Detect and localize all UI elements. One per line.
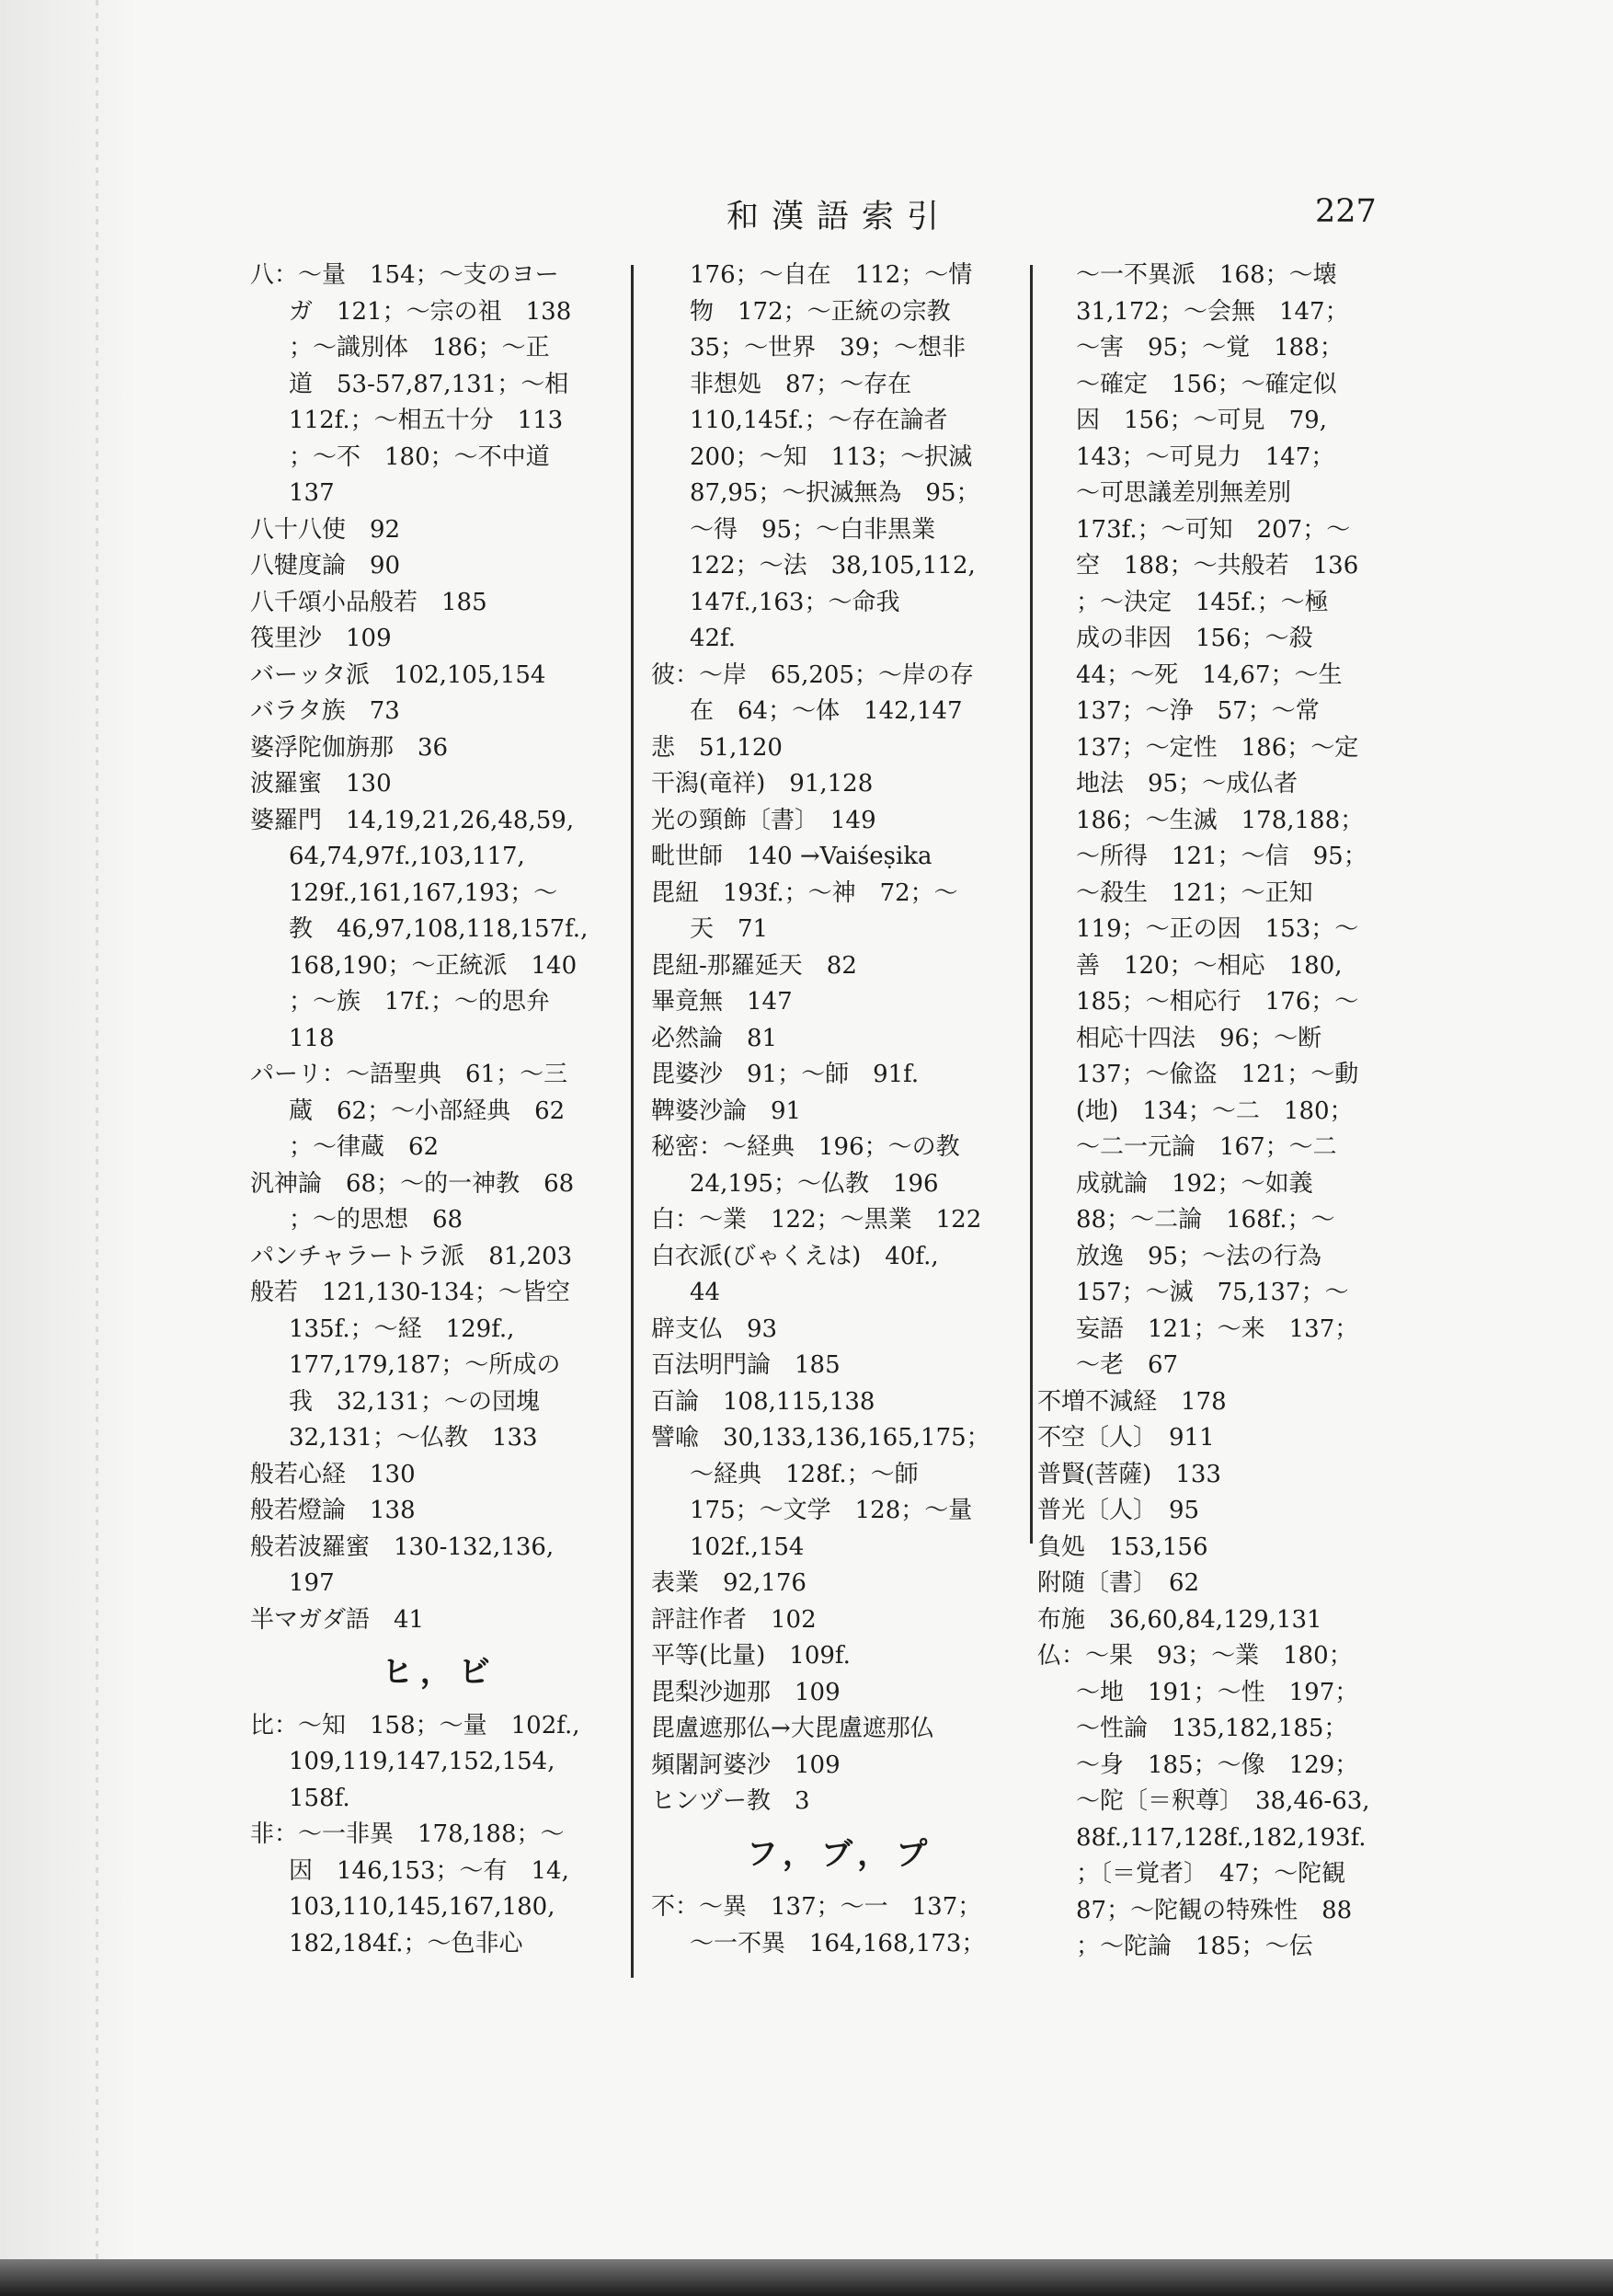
index-entry-continuation: 137；～定性 186；～定: [1076, 733, 1359, 762]
index-entry-continuation: 31,172；～会無 147；: [1076, 297, 1349, 326]
index-entry-continuation: ～一不異派 168；～壊: [1076, 261, 1337, 289]
index-column-1: [250, 258, 629, 1962]
index-entry-continuation: 173f.；～可知 207；～: [1076, 515, 1351, 544]
index-entry-continuation: 24,195；～仏教 196: [690, 1169, 939, 1198]
index-entry: 般若心経 130: [250, 1460, 416, 1488]
index-entry: 悲 51,120: [651, 733, 783, 762]
index-entry: 般若波羅蜜 130-132,136,: [250, 1533, 555, 1561]
index-entry: 婆羅門 14,19,21,26,48,59,: [250, 806, 575, 834]
index-entry: 非：～一非異 178,188；～: [250, 1820, 565, 1848]
index-entry: パーリ：～語聖典 61；～三: [250, 1061, 568, 1088]
index-entry: 八犍度論 90: [250, 552, 401, 580]
index-entry-continuation: 157；～滅 75,137；～: [1076, 1279, 1349, 1306]
index-entry-continuation: 放逸 95；～法の行為: [1076, 1242, 1322, 1270]
index-entry-continuation: 44；～死 14,67；～生: [1076, 660, 1343, 689]
index-entry-continuation: 成就論 192；～如義: [1076, 1169, 1313, 1198]
index-entry: 汎神論 68；～的一神教 68: [250, 1169, 575, 1198]
index-entry-continuation: 186；～生滅 178,188；: [1076, 806, 1365, 834]
index-entry-continuation: ～経典 128f.；～師: [690, 1460, 919, 1488]
index-entry-continuation: 103,110,145,167,180,: [289, 1893, 555, 1921]
index-entry: 婆浮陀伽旃那 36: [250, 733, 449, 762]
index-entry: バラタ族 73: [250, 697, 400, 725]
index-entry-continuation: ～可思議差別無差別: [1076, 479, 1292, 507]
index-entry-continuation: ～殺生 121；～正知: [1076, 878, 1313, 907]
index-entry: 不：～異 137；～一 137；: [651, 1893, 982, 1921]
index-entry: 白：～業 122；～黒業 122: [651, 1206, 982, 1234]
page-number: 227: [1315, 193, 1377, 230]
index-entry-continuation: ；～不 180；～不中道: [289, 442, 550, 471]
index-entry: 光の頸飾〔書〕 149: [651, 806, 876, 834]
index-entry: 鞞婆沙論 91: [651, 1096, 802, 1125]
index-entry: 必然論 81: [651, 1024, 778, 1052]
index-entry-continuation: 35；～世界 39；～想非: [690, 334, 967, 362]
index-entry: 頻闍訶婆沙 109: [651, 1751, 841, 1779]
index-entry-continuation: 87,95；～択滅無為 95；: [690, 479, 980, 507]
index-entry-continuation: ～身 185；～像 129；: [1076, 1751, 1359, 1779]
index-entry-continuation: ～二一元論 167；～二: [1076, 1133, 1337, 1161]
index-entry-continuation: ～陀〔＝釈尊〕 38,46-63,: [1076, 1787, 1370, 1815]
page-header: [0, 191, 1613, 247]
running-title: 和漢語索引: [726, 199, 953, 235]
index-entry: 干潟(竜祥) 91,128: [651, 770, 874, 798]
index-entry-continuation: ～老 67: [1076, 1351, 1179, 1379]
index-entry-continuation: ～性論 135,182,185；: [1076, 1715, 1348, 1742]
index-column-2: [651, 258, 1030, 1962]
index-entry-continuation: ～確定 156；～確定似: [1076, 370, 1337, 398]
index-entry: 筏里沙 109: [250, 625, 392, 652]
index-entry-continuation: 道 53-57,87,131；～相: [289, 370, 569, 398]
index-entry: 八十八使 92: [250, 515, 401, 544]
index-entry: 比：～知 158；～量 102f.,: [250, 1711, 580, 1739]
index-entry: 八千頌小品般若 185: [250, 588, 487, 616]
section-heading: ヒ，ビ: [382, 1654, 498, 1691]
index-entry-continuation: ；～決定 145f.；～極: [1076, 588, 1329, 616]
index-entry-continuation: 非想処 87；～存在: [690, 370, 912, 398]
index-entry-continuation: 200；～知 113；～択滅: [690, 442, 973, 471]
index-entry-continuation: ～得 95；～白非黒業: [690, 515, 936, 544]
index-entry-continuation: 87；～陀観の特殊性 88: [1076, 1896, 1353, 1924]
index-entry-continuation: 109,119,147,152,154,: [289, 1748, 555, 1775]
index-entry-continuation: 善 120；～相応 180,: [1076, 951, 1343, 980]
index-entry: 毘紐 193f.；～神 72；～: [651, 878, 958, 907]
index-entry-continuation: ；～陀論 185；～伝: [1076, 1933, 1313, 1960]
index-entry-continuation: 成の非因 156；～殺: [1076, 625, 1313, 652]
index-entry: 毘梨沙迦那 109: [651, 1678, 841, 1706]
index-entry-continuation: 42f.: [690, 625, 737, 652]
index-entry-continuation: 地法 95；～成仏者: [1076, 770, 1298, 798]
index-entry-continuation: 175；～文学 128；～量: [690, 1497, 973, 1524]
index-entry: 八：～量 154；～支のヨー: [250, 261, 559, 289]
index-entry-continuation: 妄語 121；～来 137；: [1076, 1314, 1359, 1343]
index-entry-continuation: 在 64；～体 142,147: [690, 697, 963, 725]
section-heading: フ，ブ，プ: [746, 1835, 935, 1873]
index-entry: 畢竟無 147: [651, 988, 793, 1016]
index-entry: 譬喩 30,133,136,165,175；: [651, 1424, 990, 1452]
index-entry-continuation: 119；～正の因 153；～: [1076, 915, 1359, 943]
index-entry-continuation: 176；～自在 112；～情: [690, 261, 973, 289]
index-entry: 普光〔人〕 95: [1037, 1497, 1200, 1524]
index-entry: 百法明門論 185: [651, 1351, 841, 1379]
index-entry-continuation: 教 46,97,108,118,157f.,: [289, 915, 589, 943]
index-entry-continuation: ～害 95；～覚 188；: [1076, 334, 1344, 362]
index-entry-continuation: 32,131；～仏教 133: [289, 1424, 538, 1452]
index-entry: 毗世師 140 →Vaiśeṣika: [651, 843, 932, 870]
index-entry-continuation: 168,190；～正統派 140: [289, 951, 578, 980]
index-entry: 布施 36,60,84,129,131: [1037, 1605, 1322, 1634]
index-entry-continuation: ；～的思想 68: [289, 1206, 463, 1234]
index-entry-continuation: ～所得 121；～信 95；: [1076, 843, 1367, 870]
index-column-3: [1037, 258, 1424, 1966]
index-entry-continuation: 相応十四法 96；～断: [1076, 1024, 1322, 1052]
index-entry: 半マガダ語 41: [250, 1605, 425, 1634]
index-entry-continuation: 44: [690, 1279, 721, 1306]
index-entry: 負処 153,156: [1037, 1533, 1208, 1561]
index-entry-continuation: 因 156；～可見 79,: [1076, 407, 1327, 434]
index-entry-continuation: 197: [289, 1569, 335, 1597]
index-entry-continuation: 143；～可見力 147；: [1076, 442, 1335, 471]
index-entry-continuation: (地) 134；～二 180；: [1076, 1096, 1354, 1125]
index-entry: 評註作者 102: [651, 1605, 817, 1634]
index-entry: ヒンヅー教 3: [651, 1787, 810, 1815]
index-entry-continuation: ～一不異 164,168,173；: [690, 1929, 986, 1957]
index-entry: 波羅蜜 130: [250, 770, 392, 798]
index-entry-continuation: 129f.,161,167,193；～: [289, 878, 558, 907]
index-entry: 秘密：～経典 196；～の教: [651, 1133, 960, 1161]
index-entry: 百論 108,115,138: [651, 1387, 875, 1416]
column-divider: [631, 265, 634, 1978]
index-entry-continuation: 我 32,131；～の団塊: [289, 1387, 540, 1416]
index-entry-continuation: 空 188；～共般若 136: [1076, 552, 1359, 580]
index-entry: バーッタ派 102,105,154: [250, 660, 546, 689]
index-entry: 般若燈論 138: [250, 1497, 416, 1524]
scan-bottom-edge: [0, 2259, 1613, 2296]
index-entry-continuation: 182,184f.；～色非心: [289, 1929, 523, 1957]
index-entry-continuation: 122；～法 38,105,112,: [690, 552, 976, 580]
index-entry: パンチャラートラ派 81,203: [250, 1242, 573, 1270]
index-entry: 平等(比量) 109f.: [651, 1642, 851, 1670]
index-entry-continuation: ；～族 17f.；～的思弁: [289, 988, 551, 1016]
index-entry-continuation: 88；～二論 168f.；～: [1076, 1206, 1335, 1234]
index-entry: 般若 121,130-134；～皆空: [250, 1279, 570, 1306]
index-entry-continuation: 137；～浄 57；～常: [1076, 697, 1320, 725]
index-entry-continuation: 118: [289, 1024, 335, 1052]
index-entry-continuation: 64,74,97f.,103,117,: [289, 843, 525, 870]
index-entry: 附随〔書〕 62: [1037, 1569, 1200, 1597]
index-entry: 不空〔人〕 911: [1037, 1424, 1215, 1452]
index-entry-continuation: 因 146,153；～有 14,: [289, 1856, 569, 1885]
index-entry-continuation: 137；～偸盗 121；～動: [1076, 1061, 1359, 1088]
index-entry-continuation: 135f.；～経 129f.,: [289, 1314, 515, 1343]
index-entry: 不増不減経 178: [1037, 1387, 1227, 1416]
index-entry-continuation: 137: [289, 479, 335, 507]
index-entry-continuation: ；～識別体 186；～正: [289, 334, 550, 362]
page-gutter-shadow: [0, 0, 138, 2296]
index-entry-continuation: ；〔＝覚者〕 47；～陀観: [1076, 1860, 1346, 1888]
index-entry: 辟支仏 93: [651, 1314, 778, 1343]
index-entry: 毘紐-那羅延天 82: [651, 951, 857, 980]
index-entry: 仏：～果 93；～業 180；: [1037, 1642, 1353, 1670]
index-entry: 毘婆沙 91；～師 91f.: [651, 1061, 920, 1088]
index-entry-continuation: 158f.: [289, 1784, 350, 1812]
index-entry-continuation: ガ 121；～宗の祖 138: [289, 297, 572, 326]
index-entry-continuation: 177,179,187；～所成の: [289, 1351, 561, 1379]
index-entry-continuation: 物 172；～正統の宗教: [690, 297, 951, 326]
index-entry: 毘盧遮那仏→大毘盧遮那仏: [651, 1715, 934, 1742]
index-entry-continuation: 147f.,163；～命我: [690, 588, 900, 616]
index-entry-continuation: 185；～相応行 176；～: [1076, 988, 1359, 1016]
index-entry: 白衣派(びゃくえは) 40f.,: [651, 1242, 939, 1270]
index-entry-continuation: ；～律蔵 62: [289, 1133, 440, 1161]
column-divider: [1030, 265, 1033, 1544]
index-entry-continuation: 102f.,154: [690, 1533, 805, 1561]
index-entry-continuation: 88f.,117,128f.,182,193f.: [1076, 1823, 1367, 1852]
index-entry: 彼：～岸 65,205；～岸の存: [651, 660, 974, 689]
index-entry-continuation: 蔵 62；～小部経典 62: [289, 1096, 566, 1125]
index-entry-continuation: 110,145f.；～存在論者: [690, 407, 948, 434]
index-entry-continuation: 112f.；～相五十分 113: [289, 407, 564, 434]
index-entry: 普賢(菩薩) 133: [1037, 1460, 1221, 1488]
index-entry-continuation: 天 71: [690, 915, 769, 943]
index-entry: 表業 92,176: [651, 1569, 806, 1597]
index-entry-continuation: ～地 191；～性 197；: [1076, 1678, 1359, 1706]
